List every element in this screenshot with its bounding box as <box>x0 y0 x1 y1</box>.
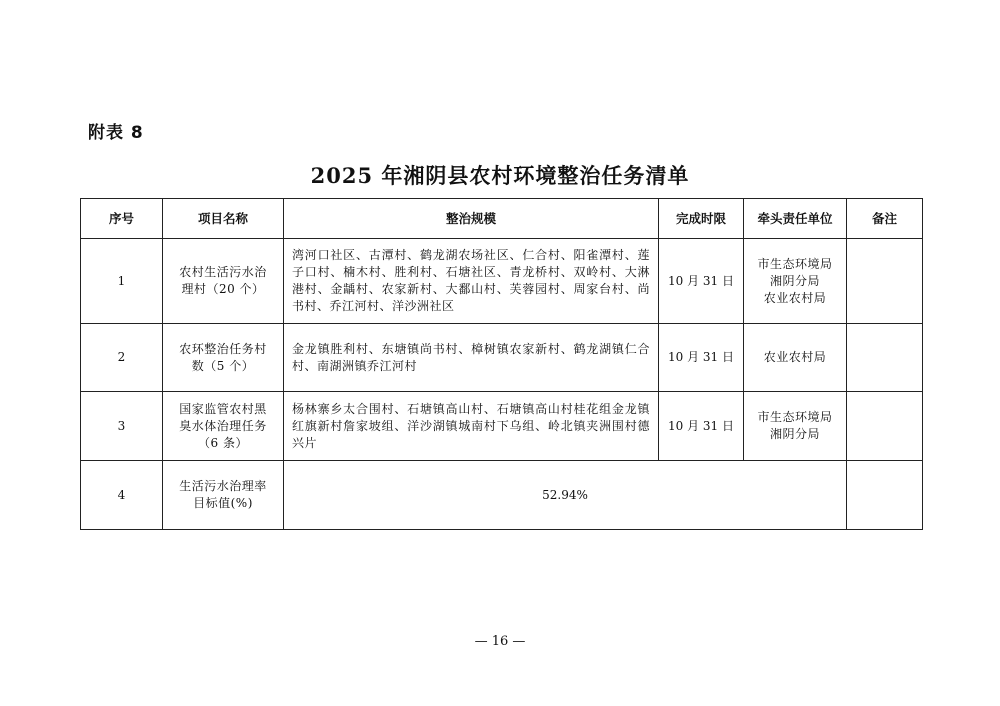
row-scale: 金龙镇胜利村、东塘镇尚书村、樟树镇农家新村、鹤龙湖镇仁合村、南湖洲镇乔江河村 <box>284 324 659 392</box>
row-index: 4 <box>81 461 163 530</box>
table-header-row <box>81 199 923 239</box>
row-unit: 市生态环境局 湘阴分局 农业农村局 <box>744 239 847 324</box>
row-name: 农环整治任务村数（5 个） <box>163 324 284 392</box>
row-deadline: 10 月 31 日 <box>659 392 744 461</box>
row-note <box>847 324 923 392</box>
table-row <box>81 461 923 530</box>
row-deadline: 10 月 31 日 <box>659 324 744 392</box>
header-name: 项目名称 <box>163 199 284 239</box>
row-index: 3 <box>81 392 163 461</box>
row-index: 2 <box>81 324 163 392</box>
row-name: 生活污水治理率目标值(%) <box>163 461 284 530</box>
attachment-label: 附表 8 <box>88 123 144 143</box>
row-note <box>847 239 923 324</box>
row-target-value: 52.94% <box>284 461 847 530</box>
header-scale: 整治规模 <box>284 199 659 239</box>
header-unit: 牵头责任单位 <box>744 199 847 239</box>
row-note <box>847 461 923 530</box>
header-deadline: 完成时限 <box>659 199 744 239</box>
page-number: — 16 — <box>474 634 526 649</box>
header-note: 备注 <box>847 199 923 239</box>
row-name: 国家监管农村黑臭水体治理任务（6 条） <box>163 392 284 461</box>
row-unit: 市生态环境局 湘阴分局 <box>744 392 847 461</box>
table-row <box>81 324 923 392</box>
header-index: 序号 <box>81 199 163 239</box>
row-note <box>847 392 923 461</box>
row-scale: 湾河口社区、古潭村、鹤龙湖农场社区、仁合村、阳雀潭村、莲子口村、楠木村、胜利村、石塘社区、青龙桥村、双岭村、大淋港村、金龋村、农家新村、大鄱山村、芙蓉园村、周家台村、尚书村、乔江河村、洋沙洲社区 <box>284 239 659 324</box>
row-unit: 农业农村局 <box>744 324 847 392</box>
document-title: 2025 年湘阴县农村环境整治任务清单 <box>310 163 690 188</box>
row-scale: 杨林寨乡太合围村、石塘镇高山村、石塘镇高山村桂花组金龙镇红旗新村詹家坡组、洋沙湖镇城南村下乌组、岭北镇夹洲围村德兴片 <box>284 392 659 461</box>
task-table <box>80 198 923 530</box>
row-name: 农村生活污水治理村（20 个） <box>163 239 284 324</box>
row-deadline: 10 月 31 日 <box>659 239 744 324</box>
table-row <box>81 239 923 324</box>
row-index: 1 <box>81 239 163 324</box>
table-row <box>81 392 923 461</box>
